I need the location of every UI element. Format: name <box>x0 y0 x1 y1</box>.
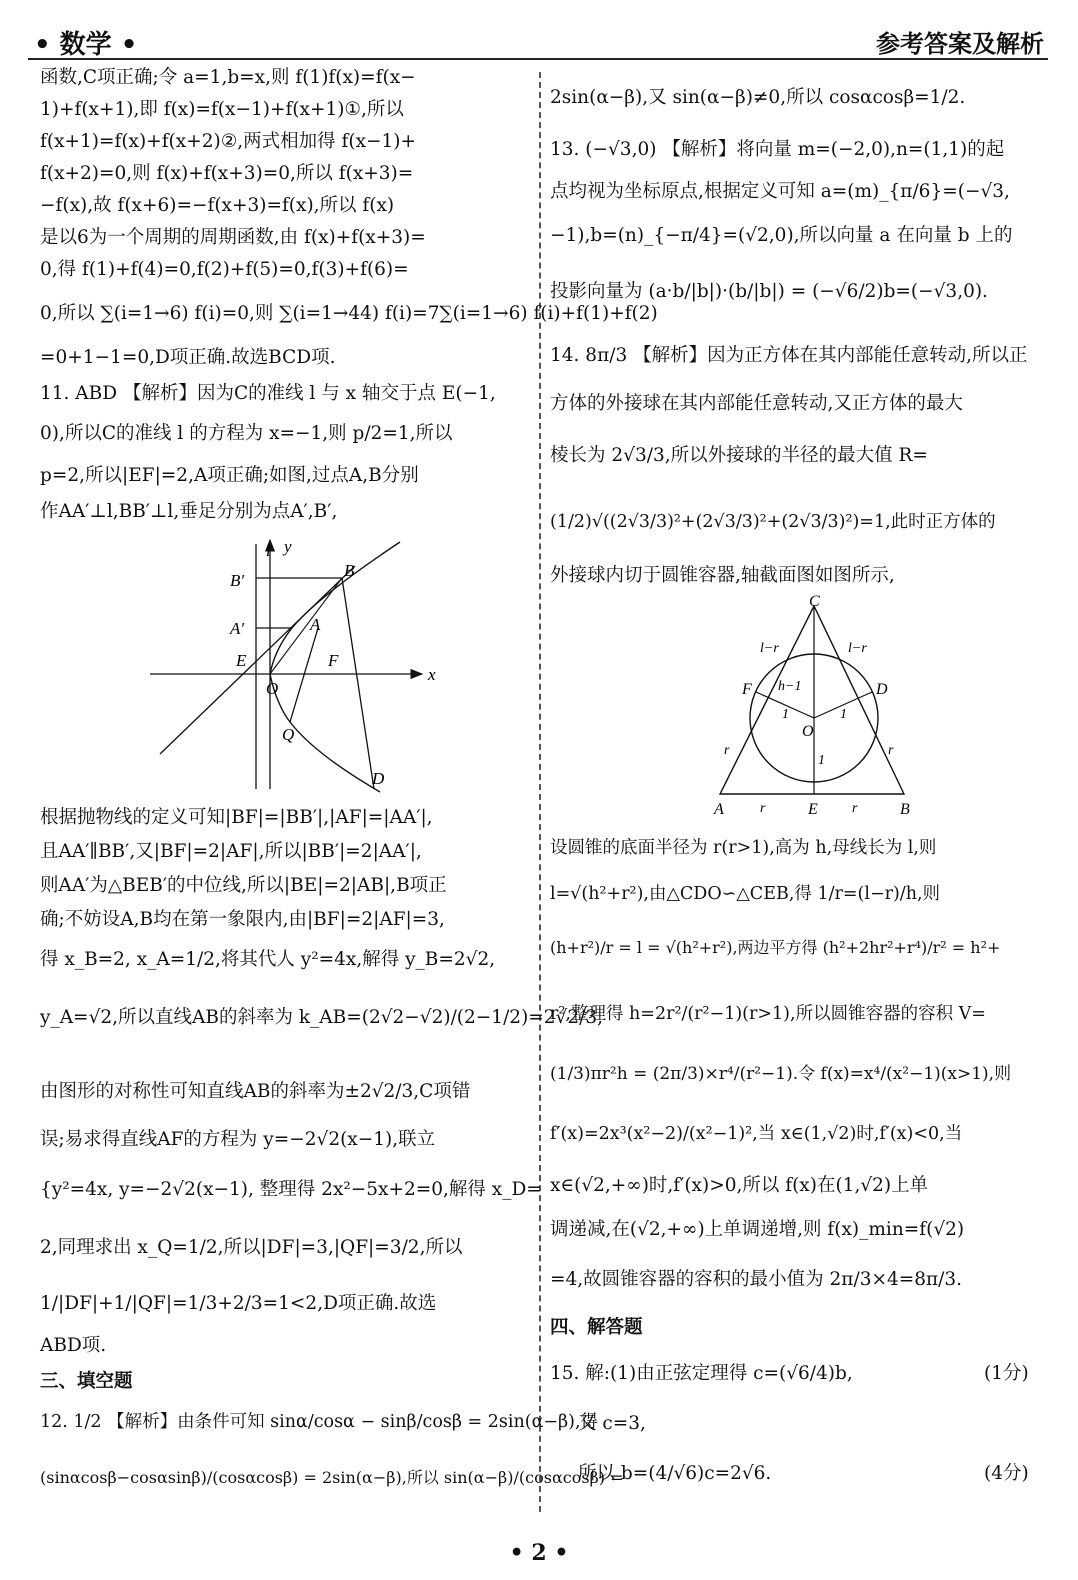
parabola-figure <box>150 534 450 794</box>
score-label: (4分) <box>984 1463 1029 1484</box>
label-b: B <box>900 801 910 818</box>
text-line: 2,同理求出 x_Q=1/2,所以|DF|=3,|QF|=3/2,所以 <box>40 1237 463 1258</box>
text-line: 14. 8π/3 【解析】因为正方体在其内部能任意转动,所以正 <box>550 345 1028 366</box>
text-line: (1/2)√((2√3/3)²+(2√3/3)²+(2√3/3)²)=1,此时正方体的 <box>550 512 996 532</box>
label-a-prime: A′ <box>230 619 245 638</box>
text-line: 根据抛物线的定义可知|BF|=|BB′|,|AF|=|AA′|, <box>40 807 433 828</box>
text-line: ABD项. <box>40 1335 107 1356</box>
label-r: r <box>888 743 894 758</box>
text-line: 确;不妨设A,B均在第一象限内,由|BF|=2|AF|=3, <box>40 909 445 930</box>
text-line: 函数,C项正确;令 a=1,b=x,则 f(1)f(x)=f(x− <box>40 67 416 88</box>
text-line: 13. (−√3,0) 【解析】将向量 m=(−2,0),n=(1,1)的起 <box>550 139 1005 160</box>
text-line: =4,故圆锥容器的容积的最小值为 2π/3×4=8π/3. <box>550 1269 963 1290</box>
text-line: 0),所以C的准线 l 的方程为 x=−1,则 p/2=1,所以 <box>40 423 453 444</box>
line-eab <box>160 566 355 754</box>
page-number: • 2 • <box>509 1540 569 1566</box>
text-line: y_A=√2,所以直线AB的斜率为 k_AB=(2√2−√2)/(2−1/2)=2√2/3, <box>40 1007 604 1028</box>
line-bfd <box>342 578 374 789</box>
text-line: 0,得 f(1)+f(4)=0,f(2)+f(5)=0,f(3)+f(6)= <box>40 259 409 280</box>
text-line: 又 c=3, <box>578 1413 646 1434</box>
text-line: −f(x),故 f(x+6)=−f(x+3)=f(x),所以 f(x) <box>40 195 395 216</box>
cone-triangle <box>720 606 904 794</box>
cone-figure <box>690 594 920 824</box>
text-line: 得 x_B=2, x_A=1/2,将其代人 y²=4x,解得 y_B=2√2, <box>40 949 496 970</box>
text-line: f′(x)=2x³(x²−2)/(x²−1)²,当 x∈(1,√2)时,f′(x)<0,当 <box>550 1124 963 1144</box>
section-heading: 四、解答题 <box>550 1317 643 1338</box>
label-one: 1 <box>782 707 789 722</box>
label-o: O <box>266 679 279 698</box>
label-y: y <box>284 537 292 556</box>
text-line: 12. 1/2 【解析】由条件可知 sinα/cosα − sinβ/cosβ = 2sin(α−β),得 <box>40 1412 599 1432</box>
text-line: (h+r²)/r = l = √(h²+r²),两边平方得 (h²+2hr²+r⁴)/r² = h²+ <box>550 938 1001 957</box>
label-b-prime: B′ <box>230 571 245 590</box>
text-line: 0,所以 ∑(i=1→6) f(i)=0,则 ∑(i=1→44) f(i)=7∑(i=1→6) f(i)+f(1)+f(2) <box>40 303 658 324</box>
label-e: E <box>236 651 247 670</box>
text-line: f(x+2)=0,则 f(x)+f(x+3)=0,所以 f(x+3)= <box>40 163 414 184</box>
text-line: {y²=4x, y=−2√2(x−1), 整理得 2x²−5x+2=0,解得 x_D= <box>40 1179 542 1200</box>
label-r: r <box>724 743 730 758</box>
label-e: E <box>808 801 818 818</box>
text-line: 15. 解:(1)由正弦定理得 c=(√6/4)b, <box>550 1363 853 1384</box>
label-r: r <box>760 801 766 816</box>
label-l-minus-r: l−r <box>848 641 867 656</box>
label-a: A <box>714 801 724 818</box>
column-divider <box>539 72 541 1512</box>
text-line: 设圆锥的底面半径为 r(r>1),高为 h,母线长为 l,则 <box>550 838 937 858</box>
text-line: l=√(h²+r²),由△CDO∽△CEB,得 1/r=(l−r)/h,则 <box>550 884 941 904</box>
text-line: p=2,所以|EF|=2,A项正确;如图,过点A,B分别 <box>40 465 419 486</box>
text-line: 所以 b=(4/√6)c=2√6. <box>578 1463 772 1484</box>
text-line: −1),b=(n)_{−π/4}=(√2,0),所以向量 a 在向量 b 上的 <box>550 225 1013 246</box>
section-heading: 三、填空题 <box>40 1371 133 1392</box>
text-line: (sinαcosβ−cosαsinβ)/(cosαcosβ) = 2sin(α−β),所以 sin(α−β)/(cosαcosβ) = <box>40 1468 624 1487</box>
text-line: 作AA′⊥l,BB′⊥l,垂足分别为点A′,B′, <box>40 501 338 522</box>
text-line: 由图形的对称性可知直线AB的斜率为±2√2/3,C项错 <box>40 1081 471 1102</box>
text-line: 点均视为坐标原点,根据定义可知 a=(m)_{π/6}=(−√3, <box>550 181 1010 202</box>
text-line: 且AA′∥BB′,又|BF|=2|AF|,所以|BB′|=2|AA′|, <box>40 841 422 862</box>
text-line: r²,整理得 h=2r²/(r²−1)(r>1),所以圆锥容器的容积 V= <box>550 1004 986 1024</box>
label-d: D <box>372 769 385 788</box>
page-header <box>28 18 1048 60</box>
text-line: f(x+1)=f(x)+f(x+2)②,两式相加得 f(x−1)+ <box>40 131 417 152</box>
text-line: 棱长为 2√3/3,所以外接球的半径的最大值 R= <box>550 445 928 466</box>
text-line: 外接球内切于圆锥容器,轴截面图如图所示, <box>550 565 895 586</box>
label-one: 1 <box>840 707 847 722</box>
label-a: A <box>310 615 321 634</box>
text-line: (1/3)πr²h = (2π/3)×r⁴/(r²−1).令 f(x)=x⁴/(x²−1)(x>1),则 <box>550 1064 1012 1084</box>
label-o: O <box>802 723 814 740</box>
text-line: 11. ABD 【解析】因为C的准线 l 与 x 轴交于点 E(−1, <box>40 383 496 404</box>
text-line: 是以6为一个周期的周期函数,由 f(x)+f(x+3)= <box>40 227 426 248</box>
text-line: x∈(√2,+∞)时,f′(x)>0,所以 f(x)在(1,√2)上单 <box>550 1175 929 1196</box>
text-line: =0+1−1=0,D项正确.故选BCD项. <box>40 347 336 368</box>
text-line: 调递减,在(√2,+∞)上单调递增,则 f(x)_min=f(√2) <box>550 1219 965 1240</box>
label-x: x <box>428 665 436 684</box>
label-l-minus-r: l−r <box>760 641 779 656</box>
label-c: C <box>809 594 820 610</box>
text-line: 则AA′为△BEB′的中位线,所以|BE|=2|AB|,B项正 <box>40 875 447 896</box>
text-line: 2sin(α−β),又 sin(α−β)≠0,所以 cosαcosβ=1/2. <box>550 87 966 108</box>
label-r: r <box>852 801 858 816</box>
score-label: (1分) <box>984 1363 1029 1384</box>
label-q: Q <box>282 725 295 744</box>
header-title: 参考答案及解析 <box>876 30 1044 58</box>
text-line: 误;易求得直线AF的方程为 y=−2√2(x−1),联立 <box>40 1129 436 1150</box>
label-one: 1 <box>818 753 825 768</box>
text-line: 投影向量为 (a·b/|b|)·(b/|b|) = (−√6/2)b=(−√3,0). <box>550 281 988 302</box>
label-f: F <box>328 651 339 670</box>
subject-label: • 数学 • <box>34 30 138 60</box>
label-l: l <box>266 541 271 560</box>
label-f: F <box>742 681 752 698</box>
label-h-minus-1: h−1 <box>778 679 802 694</box>
text-line: 1)+f(x+1),即 f(x)=f(x−1)+f(x+1)①,所以 <box>40 99 404 120</box>
text-line: 方体的外接球在其内部能任意转动,又正方体的最大 <box>550 393 963 414</box>
label-d: D <box>876 681 888 698</box>
label-b: B <box>344 561 355 580</box>
text-line: 1/|DF|+1/|QF|=1/3+2/3=1<2,D项正确.故选 <box>40 1293 437 1314</box>
